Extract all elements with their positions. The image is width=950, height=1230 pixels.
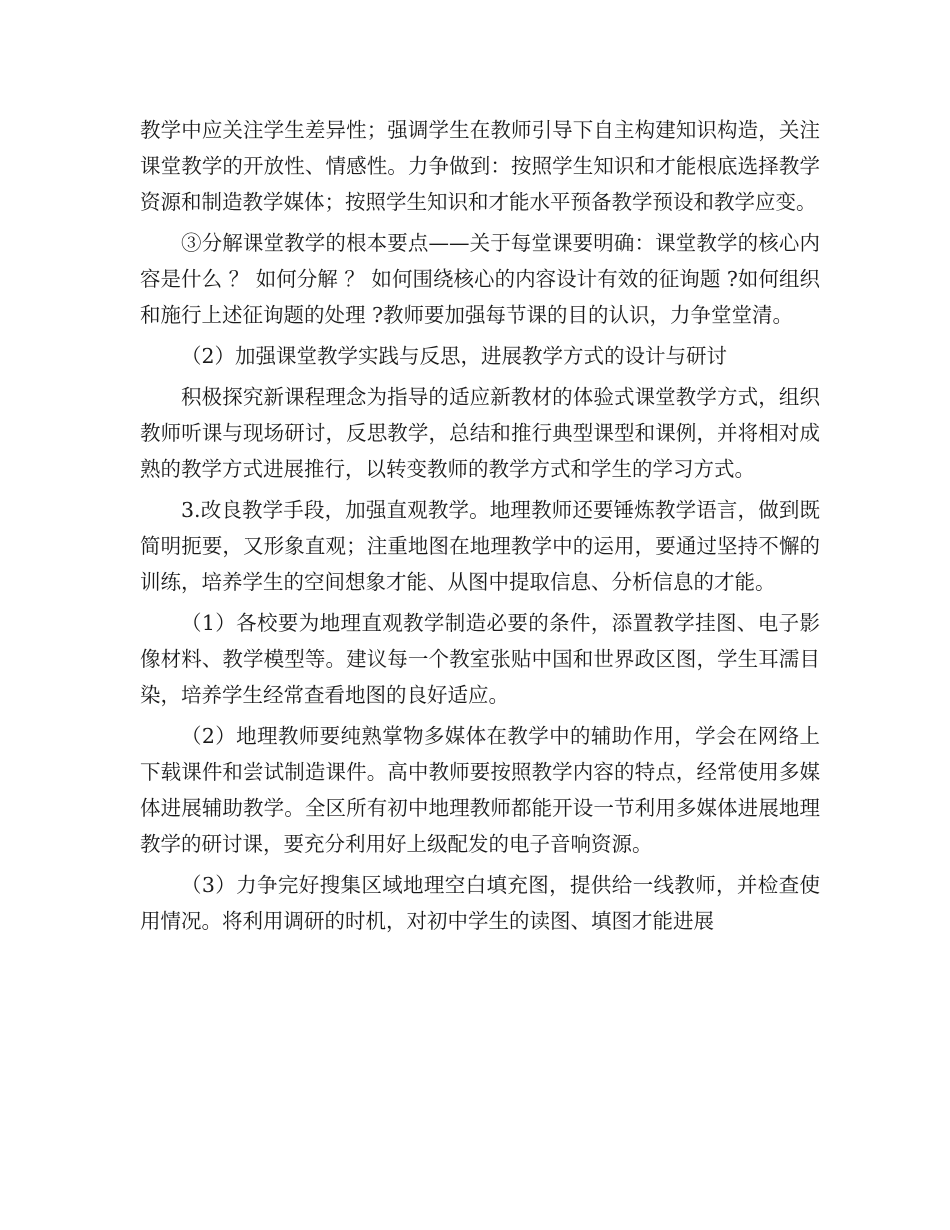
paragraph: （3）力争完好搜集区域地理空白填充图，提供给一线教师，并检查使用情况。将利用调研的时机，对初中学生的读图、填图才能进展 [140, 873, 820, 933]
paragraph: 积极探究新课程理念为指导的适应新教材的体验式课堂教学方式，组织教师听课与现场研讨，反思教学，总结和推行典型课型和课例，并将相对成熟的教学方式进展推行，以转变教师的教学方式和学生的学习方式。 [140, 385, 820, 481]
paragraph: ③分解课堂教学的根本要点——关于每堂课要明确：课堂教学的核心内容是什么 ？ 如何分解 ？ 如何围绕核心的内容设计有效的征询题 ?如何组织和施行上述征询题的处理 ?教师要加强每节课的目的认识，力争堂堂清。 [140, 231, 820, 327]
document-body [140, 112, 820, 944]
paragraph: （2）地理教师要纯熟掌物多媒体在教学中的辅助作用，学会在网络上下载课件和尝试制造课件。高中教师要按照教学内容的特点，经常使用多媒体进展辅助教学。全区所有初中地理教师都能开设一节利用多媒体进展地理教学的研讨课，要充分利用好上级配发的电子音响资源。 [140, 724, 820, 856]
paragraph: （1）各校要为地理直观教学制造必要的条件，添置教学挂图、电子影像材料、教学模型等。建议每一个教室张贴中国和世界政区图，学生耳濡目染，培养学生经常查看地图的良好适应。 [140, 611, 820, 707]
paragraph: 3.改良教学手段，加强直观教学。地理教师还要锤炼教学语言，做到既简明扼要，又形象直观；注重地图在地理教学中的运用，要通过坚持不懈的训练，培养学生的空间想象才能、从图中提取信息、分析信息的才能。 [140, 498, 820, 594]
paragraph: 教学中应关注学生差异性；强调学生在教师引导下自主构建知识构造，关注课堂教学的开放性、情感性。力争做到：按照学生知识和才能根底选择教学资源和制造教学媒体；按照学生知识和才能水平预备教学预设和教学应变。 [140, 118, 820, 214]
paragraph: （2）加强课堂教学实践与反思，进展教学方式的设计与研讨 [181, 344, 728, 368]
